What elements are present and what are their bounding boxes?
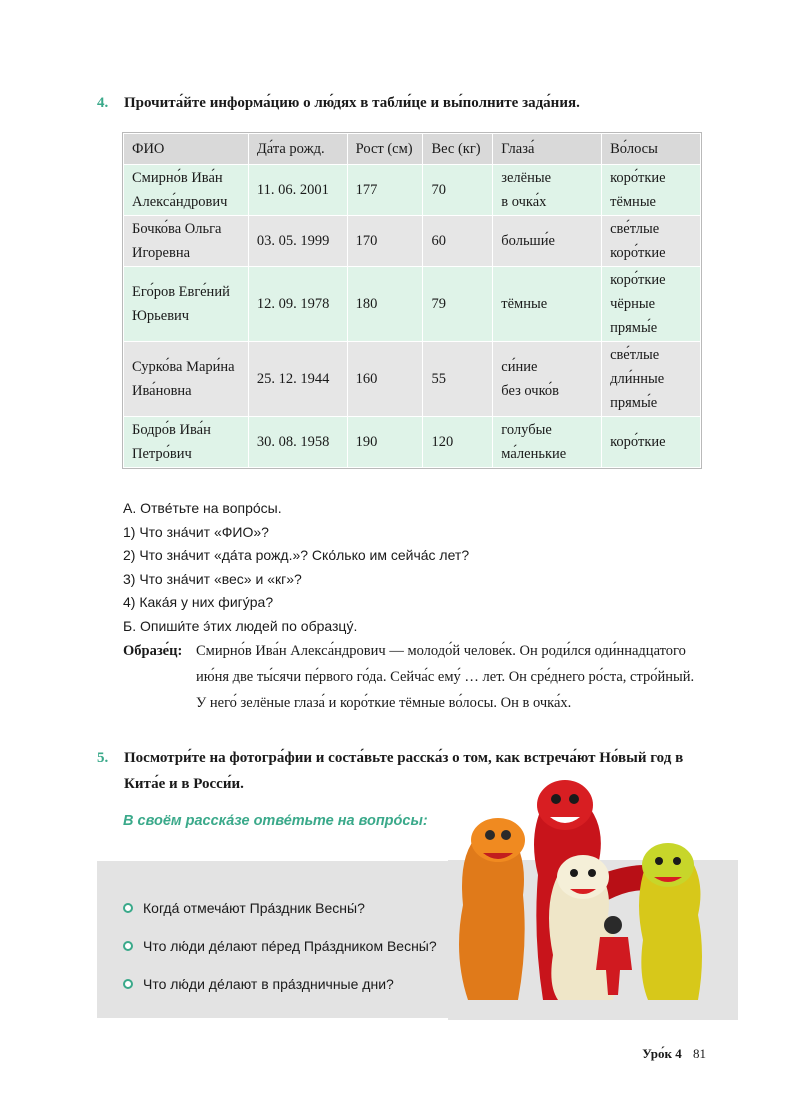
task-5-title: Посмотри́те на фотогра́фии и соста́вьте расска́з о том, как встреча́ют Но́вый год в Кита́е и в Росси́и. bbox=[124, 750, 684, 792]
question-2: 2) Что зна́чит «да́та рожд.»? Ско́лько им сейча́с лет? bbox=[123, 547, 470, 563]
name-cell: Бочко́ва Ольга Игоревна bbox=[124, 216, 249, 267]
sample-text bbox=[196, 638, 723, 716]
date-cell: 25. 12. 1944 bbox=[248, 342, 347, 417]
eyes-cell: си́ние без очко́в bbox=[493, 342, 602, 417]
hair-cell: коро́ткие bbox=[602, 417, 701, 468]
name-cell: Бодро́в Ива́н Петро́вич bbox=[124, 417, 249, 468]
sample-block bbox=[123, 638, 723, 716]
task-4-number: 4. bbox=[97, 95, 109, 111]
page-footer bbox=[642, 1046, 706, 1062]
bullet-text: Что лю́ди де́лают пе́ред Пра́здником Весны́? bbox=[143, 938, 437, 954]
column-header: Во́лосы bbox=[602, 134, 701, 165]
list-item bbox=[123, 889, 437, 927]
weight-cell: 55 bbox=[423, 342, 493, 417]
eyes-cell: голубые ма́ленькие bbox=[493, 417, 602, 468]
task-4-heading bbox=[97, 90, 724, 116]
hair-cell: коро́ткие чёрные прямы́е bbox=[602, 267, 701, 342]
part-b-title: Б. Опиши́те э́тих людей по образцу́. bbox=[123, 617, 358, 634]
hair-cell: све́тлые дли́нные прямы́е bbox=[602, 342, 701, 417]
height-cell: 177 bbox=[347, 165, 423, 216]
lesson-label: Уро́к 4 bbox=[642, 1046, 682, 1061]
height-cell: 160 bbox=[347, 342, 423, 417]
eyes-cell: зелёные в очка́х bbox=[493, 165, 602, 216]
task-4-title: Прочита́йте информа́цию о лю́дях в табли́це и вы́полните зада́ния. bbox=[124, 95, 580, 111]
page-number: 81 bbox=[693, 1046, 706, 1061]
date-cell: 30. 08. 1958 bbox=[248, 417, 347, 468]
height-cell: 190 bbox=[347, 417, 423, 468]
table-row bbox=[124, 342, 701, 417]
bullet-text: Что лю́ди де́лают в пра́здничные дни? bbox=[143, 976, 394, 992]
bullet-list bbox=[123, 889, 437, 1003]
hair-cell: коро́ткие тёмные bbox=[602, 165, 701, 216]
height-cell: 180 bbox=[347, 267, 423, 342]
height-cell: 170 bbox=[347, 216, 423, 267]
circle-bullet-icon bbox=[123, 941, 133, 951]
list-item bbox=[123, 927, 437, 965]
circle-bullet-icon bbox=[123, 903, 133, 913]
sample-line: Смирно́в Ива́н Алекса́ндрович — молодо́й челове́к. Он роди́лся оди́ннадцатого bbox=[196, 643, 686, 659]
question-4: 4) Кака́я у них фигу́ра? bbox=[123, 594, 274, 610]
column-header: Глаза́ bbox=[493, 134, 602, 165]
column-header: Да́та рожд. bbox=[248, 134, 347, 165]
date-cell: 12. 09. 1978 bbox=[248, 267, 347, 342]
eyes-cell: больши́е bbox=[493, 216, 602, 267]
weight-cell: 60 bbox=[423, 216, 493, 267]
lion-dance-photo bbox=[448, 765, 738, 1020]
column-header: Вес (кг) bbox=[423, 134, 493, 165]
table-header-row bbox=[124, 134, 701, 165]
name-cell: Его́ров Евге́ний Юрьевич bbox=[124, 267, 249, 342]
name-cell: Смирно́в Ива́н Алекса́ндрович bbox=[124, 165, 249, 216]
weight-cell: 70 bbox=[423, 165, 493, 216]
bullet-text: Когда́ отмеча́ют Пра́здник Весны́? bbox=[143, 900, 365, 916]
sample-label: Образе́ц: bbox=[123, 643, 183, 659]
people-table bbox=[123, 133, 701, 468]
sample-line: ию́ня две ты́сячи пе́рвого го́да. Сейча́с ему́ … лет. Он сре́днего ро́ста, стро́йный. bbox=[196, 669, 695, 685]
eyes-cell: тёмные bbox=[493, 267, 602, 342]
table-row bbox=[124, 267, 701, 342]
column-header: ФИО bbox=[124, 134, 249, 165]
column-header: Рост (см) bbox=[347, 134, 423, 165]
sample-line: У него́ зелёные глаза́ и коро́ткие тёмные во́лосы. Он в очка́х. bbox=[196, 695, 572, 711]
questions-block bbox=[123, 497, 469, 638]
name-cell: Сурко́ва Мари́на Ива́новна bbox=[124, 342, 249, 417]
date-cell: 03. 05. 1999 bbox=[248, 216, 347, 267]
table-row bbox=[124, 216, 701, 267]
question-3: 3) Что зна́чит «вес» и «кг»? bbox=[123, 570, 302, 587]
circle-bullet-icon bbox=[123, 979, 133, 989]
dancer-head bbox=[604, 916, 622, 934]
table-row bbox=[124, 417, 701, 468]
date-cell: 11. 06. 2001 bbox=[248, 165, 347, 216]
task-5-number: 5. bbox=[97, 750, 109, 766]
list-item bbox=[123, 965, 437, 1003]
question-1: 1) Что зна́чит «ФИО»? bbox=[123, 523, 269, 540]
table-row bbox=[124, 165, 701, 216]
task-5-subheading: В своём расска́зе отве́тьте на вопро́сы: bbox=[123, 813, 428, 829]
hair-cell: све́тлые коро́ткие bbox=[602, 216, 701, 267]
weight-cell: 79 bbox=[423, 267, 493, 342]
part-a-title: А. Отве́тьте на вопро́сы. bbox=[123, 500, 282, 516]
weight-cell: 120 bbox=[423, 417, 493, 468]
